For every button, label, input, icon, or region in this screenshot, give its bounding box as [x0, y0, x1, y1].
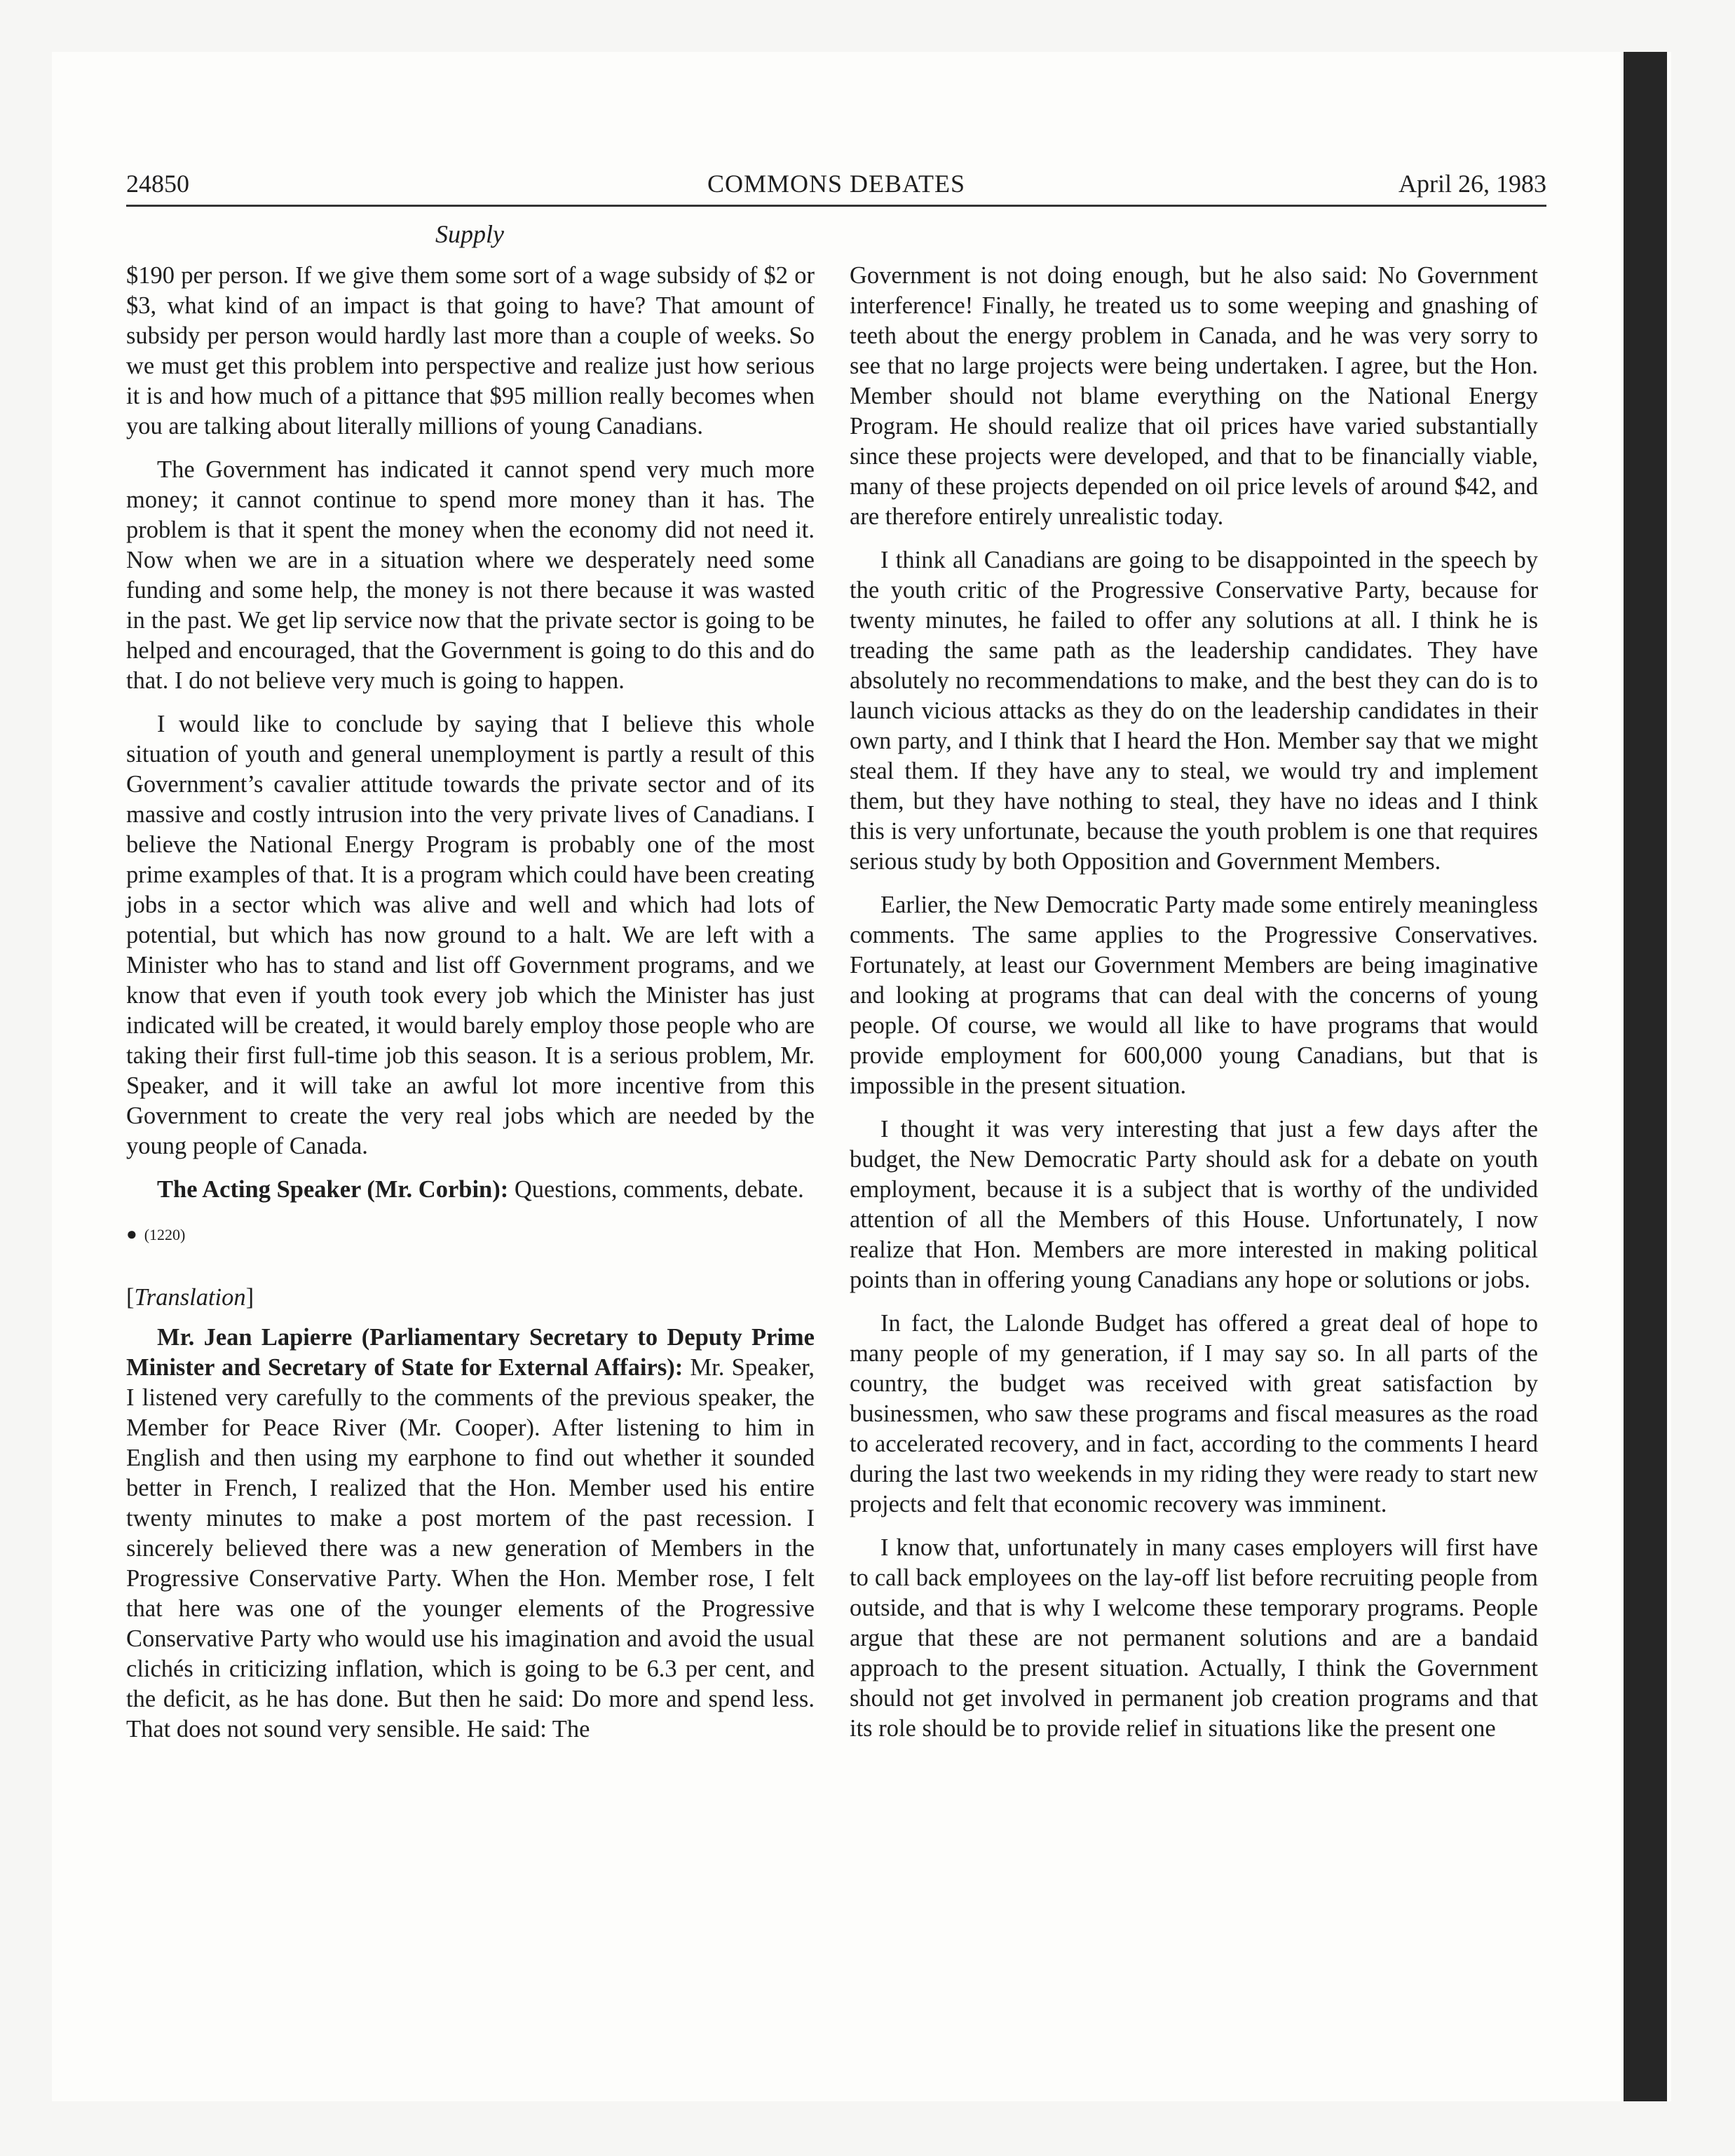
section-title: Supply	[435, 220, 504, 248]
right-column	[850, 261, 1538, 1757]
left-column	[126, 261, 815, 1758]
running-header	[126, 163, 1546, 207]
speaker-text: Questions, comments, debate.	[508, 1176, 804, 1203]
speaker-name: The Acting Speaker (Mr. Corbin):	[157, 1176, 509, 1203]
paragraph: I think all Canadians are going to be disappointed in the speech by the youth critic of the Progressive Conservative Party, because for twenty minutes, he failed to offer any solutions at all. I think he is treading the same path as the leadership candidates. They have absolutely no recommendations to make, and the best they can do is to launch vicious attacks as they do on the leadership candidates in their own party, and I think that I heard the Hon. Member say that we might steal them. If they have any to steal, we would try and implement them, but they have nothing to steal, they have no ideas and I think this is very unfortunate, because the youth problem is one that requires serious study by both Opposition and Government Members.	[850, 547, 1538, 875]
paragraph: I would like to conclude by saying that I believe this whole situation of youth and general unemployment is partly a result of this Government’s cavalier attitude towards the private sector and of its massive and costly intrusion into the very private lives of Canadians. I believe the National Energy Program is probably one of the most prime examples of that. It is a program which could have been creating jobs in a sector which was alive and well and which had lots of potential, but which has now ground to a halt. We are left with a Minister who has to stand and list off Government programs, and we know that even if youth took every job which the Minister has just indicated will be created, it would barely employ those people who are taking their first full-time job this season. It is a serious problem, Mr. Speaker, and it will take an awful lot more incentive from this Government to create the very real jobs which are needed by the young people of Canada.	[126, 711, 815, 1159]
issue-date: April 26, 1983	[1399, 170, 1546, 198]
publication-title: COMMONS DEBATES	[707, 170, 966, 198]
paragraph: Earlier, the New Democratic Party made some entirely meaningless comments. The same applies to the Progressive Conservatives. Fortunately, at least our Government Members are being imaginative and looking at programs that can deal with the concerns of young people. Of course, we would all like to have programs that would provide employment for 600,000 young Canadians, but that is impossible in the present situation.	[850, 892, 1538, 1099]
page-number: 24850	[126, 170, 189, 198]
paragraph: I thought it was very interesting that just a few days after the budget, the New Democratic Party should ask for a debate on youth employment, because it is a subject that is worthy of the undivided attention of all the Members of this House. Unfortunately, I now realize that Hon. Members are more interested in making political points than in offering young Canadians any hope or solutions or jobs.	[850, 1116, 1538, 1293]
paragraph: I know that, unfortunately in many cases employers will first have to call back employees on the lay-off list before recruiting people from outside, and that is why I welcome these temporary programs. People argue that these are not permanent solutions and are a bandaid approach to the present situation. Actually, I think the Government should not get involved in permanent job creation programs and that its role should be to provide relief in situations like the present one	[850, 1534, 1538, 1742]
speaker-paragraph	[126, 1175, 815, 1205]
speaker-name: Mr. Jean Lapierre (Parliamentary Secretary to Deputy Prime Minister and Secretary of State for External Affairs):	[126, 1324, 815, 1381]
time-marker	[126, 1220, 815, 1249]
bullet-icon: ●	[126, 1224, 137, 1244]
speaker-text: Mr. Speaker, I listened very carefully to the comments of the previous speaker, the Member for Peace River (Mr. Cooper). After listening to him in English and then using my earphone to find out whether it sounded better in French, I realized that the Hon. Member used his entire twenty minutes to make a post mortem of the past recession. I sincerely believed there was a new generation of Members in the Progressive Conservative Party. When the Hon. Member rose, I felt that here was one of the younger elements of the Progressive Conservative Party who would use his imagination and avoid the usual clichés in criticizing inflation, which is going to be 6.3 per cent, and the deficit, as he has done. But then he said: Do more and spend less. That does not sound very sensible. He said: The	[126, 1354, 815, 1742]
paragraph: Government is not doing enough, but he also said: No Government interference! Finally, he treated us to some weeping and gnashing of teeth about the energy problem in Canada, and he was very sorry to see that no large projects were being undertaken. I agree, but the Hon. Member should not blame everything on the National Energy Program. He should realize that oil prices have varied substantially since these projects were developed, and that to be financially viable, many of these projects depended on oil price levels of around $42, and are therefore entirely unrealistic today.	[850, 262, 1538, 530]
scan-dark-edge	[1624, 52, 1667, 2101]
paragraph: $190 per person. If we give them some sort of a wage subsidy of $2 or $3, what kind of an impact is that going to have? That amount of subsidy per person would hardly last more than a couple of weeks. So we must get this problem into perspective and realize just how serious it is and how much of a pittance that $95 million really becomes when you are talking about literally millions of young Canadians.	[126, 262, 815, 439]
translation-label: Translation	[134, 1284, 246, 1311]
speaker-paragraph	[126, 1323, 815, 1745]
paragraph: The Government has indicated it cannot spend very much more money; it cannot continue to spend more money than it has. The problem is that it spent the money when the economy did not need it. Now when we are in a situation where we desperately need some funding and some help, the money is not there because it was wasted in the past. We get lip service now that the private sector is going to be helped and encouraged, that the Government is going to do this and do that. I do not believe very much is going to happen.	[126, 456, 815, 694]
translation-note: [Translation]	[126, 1284, 254, 1311]
paragraph: In fact, the Lalonde Budget has offered a great deal of hope to many people of my generation, if I may say so. In all parts of the country, the budget was received with great satisfaction by businessmen, who saw these programs and fiscal measures as the road to accelerated recovery, and in fact, according to the comments I heard during the last two weekends in my riding they were ready to start new projects and felt that economic recovery was imminent.	[850, 1310, 1538, 1517]
time-stamp: (1220)	[144, 1226, 186, 1243]
